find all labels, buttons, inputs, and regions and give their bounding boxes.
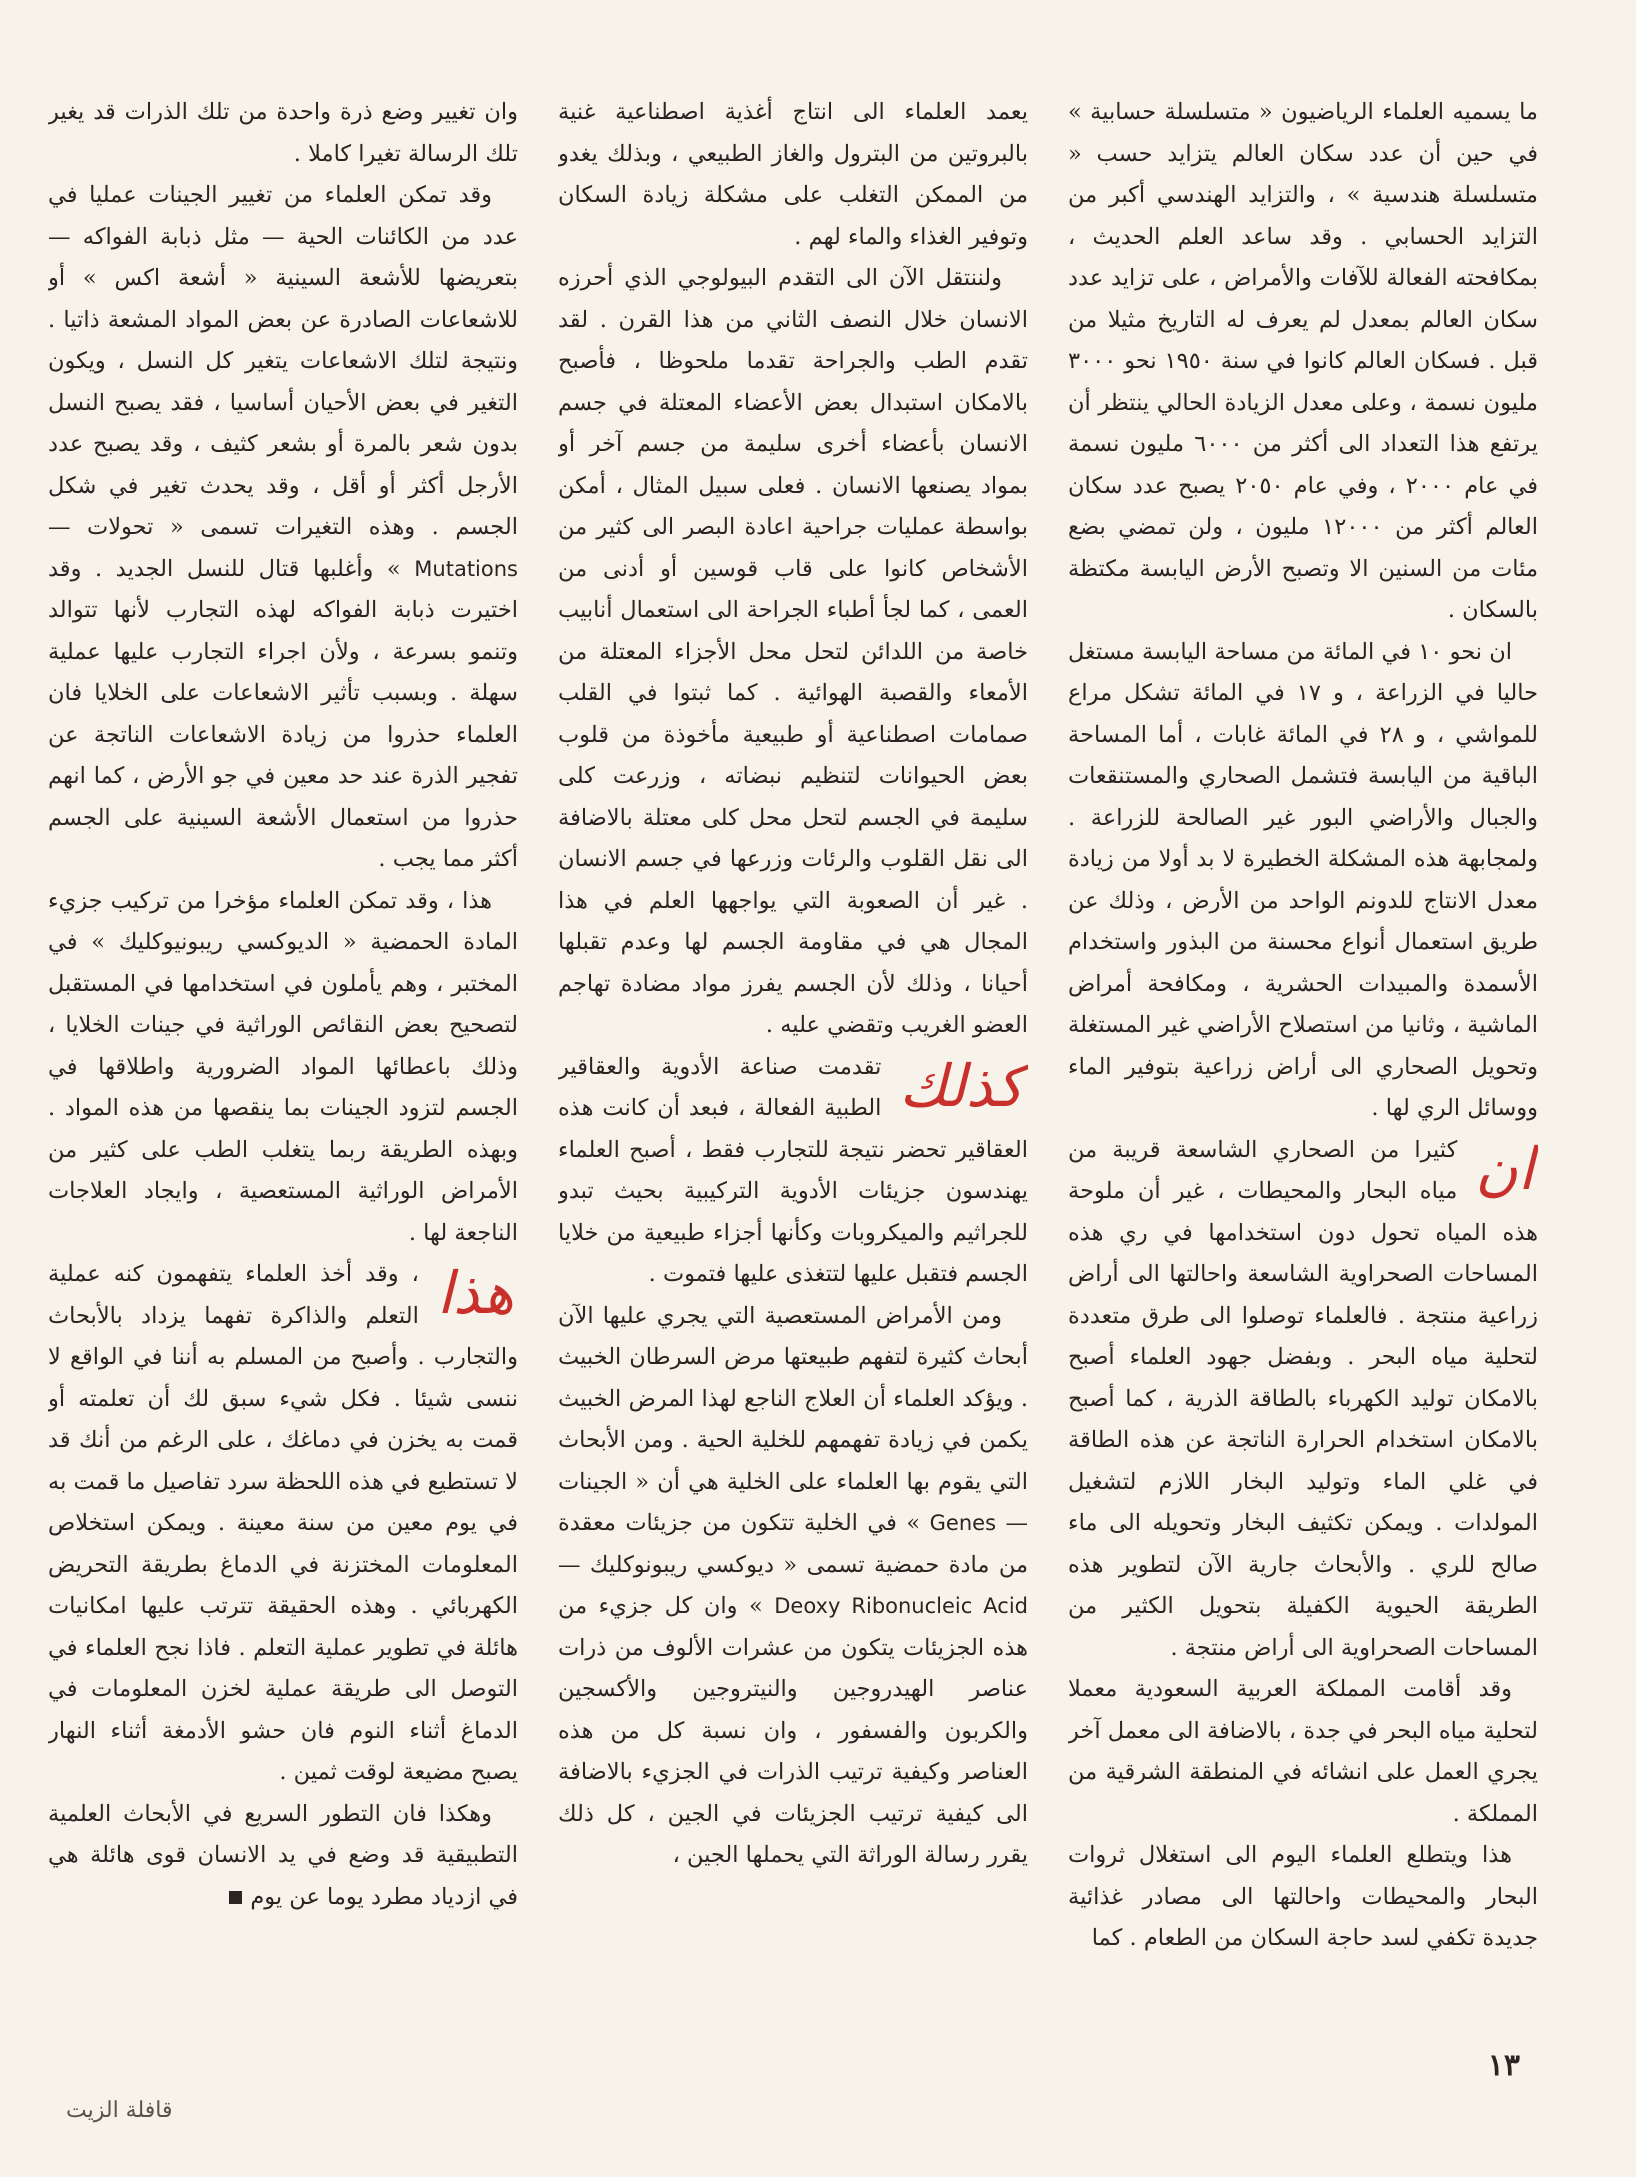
- dropcap-an: ان: [1475, 1134, 1534, 1203]
- column-left: [48, 92, 518, 2052]
- dropcap-kadhalika: كذلك: [899, 1051, 1024, 1120]
- latin-term-genes: Genes: [929, 1511, 997, 1535]
- paragraph: ولننتقل الآن الى التقدم البيولوجي الذي أحرزه الانسان خلال النصف الثاني من هذا القرن . لقد تقدم الطب والجراحة تقدما ملحوظا ، فأصبح بالامكان استبدال بعض الأعضاء المعتلة في جسم الانسان بأعضاء أخرى سليمة من جسم آخر أو بمواد يصنعها الانسان . فعلى سبيل المثال ، أمكن بواسطة عمليات جراحية اعادة البصر الى كثير من الأشخاص كانوا على قاب قوسين أو أدنى من العمى ، كما لجأ أطباء الجراحة الى استعمال أنابيب خاصة من اللدائن لتحل محل الأجزاء المعتلة من الأمعاء والقصبة الهوائية . كما ثبتوا في القلب صمامات اصطناعية أو طبيعية مأخوذة من قلوب بعض الحيوانات لتنظيم نبضاته ، وزرعت كلى سليمة في الجسم لتحل محل كلى معتلة بالاضافة الى نقل القلوب والرئات وزرعها في جسم الانسان . غير أن الصعوبة التي يواجهها العلم في هذا المجال هي في مقاومة الجسم لها وعدم تقبلها أحيانا ، وذلك لأن الجسم يفرز مواد مضادة تهاجم العضو الغريب وتقضي عليه .: [558, 265, 1028, 1038]
- article-columns: [48, 92, 1538, 2052]
- paragraph: ما يسميه العلماء الرياضيون « متسلسلة حسابية » في حين أن عدد سكان العالم يتزايد حسب « متسلسلة هندسية » ، والتزايد الهندسي أكبر من التزايد الحسابي . وقد ساعد العلم الحديث ، بمكافحته الفعالة للآفات والأمراض ، على تزايد عدد سكان العالم بمعدل لم يعرف له التاريخ مثيلا من قبل . فسكان العالم كانوا في سنة ١٩٥٠ نحو ٣٠٠٠ مليون نسمة ، وعلى معدل الزيادة الحالي ينتظر أن يرتفع هذا التعداد الى أكثر من ٦٠٠٠ مليون نسمة في عام ٢٠٠٠ ، وفي عام ٢٠٥٠ يصبح عدد سكان العالم أكثر من ١٢٠٠٠ مليون ، ولن تمضي بضع مئات من السنين الا وتصبح الأرض اليابسة مكتظة بالسكان .: [1068, 99, 1538, 623]
- paragraph: ان نحو ١٠ في المائة من مساحة اليابسة مستغل حاليا في الزراعة ، و ١٧ في المائة تشكل مراع للمواشي ، و ٢٨ في المائة غابات ، أما المساحة الباقية من اليابسة فتشمل الصحاري والمستنقعات والجبال والأراضي البور غير الصالحة للزراعة . ولمجابهة هذه المشكلة الخطيرة لا بد أولا من زيادة معدل الانتاج للدونم الواحد من الأرض ، وذلك عن طريق استعمال أنواع محسنة من البذور واستخدام الأسمدة والمبيدات الحشرية ، ومكافحة أمراض الماشية ، وثانيا من استصلاح الأراضي غير المستغلة وتحويل الصحاري الى أراض زراعية بتوفير الماء ووسائل الري لها .: [1068, 638, 1538, 1121]
- paragraph-with-dropcap: [558, 1047, 1028, 1296]
- column-right: [1068, 92, 1538, 2052]
- paragraph-with-dropcap: [48, 1254, 518, 1794]
- paragraph-text: كثيرا من الصحاري الشاسعة قريبة من مياه البحار والمحيطات ، غير أن ملوحة هذه المياه تحول دون استخدامها في ري هذه المساحات الصحراوية الشاسعة واحالتها الى أراض زراعية منتجة . فالعلماء توصلوا الى طرق متعددة لتحلية مياه البحر . وبفضل جهود العلماء أصبح بالامكان توليد الكهرباء بالطاقة الذرية ، كما أصبح بالامكان استخدام الحرارة الناتجة عن هذه الطاقة في غلي الماء وتوليد البخار اللازم لتشغيل المولدات . ويمكن تكثيف البخار وتحويله الى ماء صالح للري . والأبحاث جارية الآن لتطوير هذه الطريقة الحيوية الكفيلة بتحويل الكثير من المساحات الصحراوية الى أراض منتجة .: [1068, 1136, 1538, 1661]
- paragraph: وقد أقامت المملكة العربية السعودية معملا لتحلية مياه البحر في جدة ، بالاضافة الى معمل آخر يجري العمل على انشائه في المنطقة الشرقية من المملكة .: [1068, 1676, 1538, 1827]
- paragraph-text: ، وقد أخذ العلماء يتفهمون كنه عملية التعلم والذاكرة تفهما يزداد بالأبحاث والتجارب . وأصبح من المسلم به أننا في الواقع لا ننسى شيئا . فكل شيء سبق لك أن تعلمته أو قمت به يخزن في دماغك ، على الرغم من أنك قد لا تستطيع في هذه اللحظة سرد تفاصيل ما قمت به في يوم معين من سنة معينة . ويمكن استخلاص المعلومات المختزنة في الدماغ بطريقة التحريض الكهربائي . وهذه الحقيقة تترتب عليها امكانيات هائلة في تطوير عملية التعلم . فاذا نجح العلماء في التوصل الى طريقة عملية لخزن المعلومات في الدماغ أثناء النوم فان حشو الأدمغة أثناء النهار يصبح مضيعة لوقت ثمين .: [48, 1261, 518, 1785]
- paragraph-text: ومن الأمراض المستعصية التي يجري عليها الآن أبحاث كثيرة لتفهم طبيعتها مرض السرطان الخبيث . ويؤكد العلماء أن العلاج الناجع لهذا المرض الخبيث يكمن في زيادة تفهمهم للخلية الحية . ومن الأبحاث التي يقوم بها العلماء على الخلية هي أن « الجينات —: [558, 1302, 1028, 1536]
- page-number: ١٣: [1487, 2048, 1520, 2083]
- paragraph-text: وهكذا فان التطور السريع في الأبحاث العلمية التطبيقية قد وضع في يد الانسان قوى هائلة هي في ازدياد مطرد يوما عن يوم: [48, 1800, 518, 1910]
- paragraph-with-dropcap: [1068, 1130, 1538, 1670]
- paragraph-text: تقدمت صناعة الأدوية والعقاقير الطبية الفعالة ، فبعد أن كانت هذه العقاقير تحضر نتيجة للتجارب فقط ، أصبح العلماء يهندسون جزيئات الأدوية التركيبية بحيث تبدو للجراثيم والميكروبات وكأنها أجزاء طبيعية من خلايا الجسم فتقبل عليها لتتغذى عليها فتموت .: [558, 1053, 1028, 1287]
- paragraph: هذا ، وقد تمكن العلماء مؤخرا من تركيب جزيء المادة الحمضية « الديوكسي ريبونيوكليك » في المختبر ، وهم يأملون في استخدامها في المستقبل لتصحيح بعض النقائص الوراثية في جينات الخلايا ، وذلك باعطائها المواد الضرورية واطلاقها في الجسم لتزود الجينات بما ينقصها من هذه المواد . وبهذه الطريقة ربما يتغلب الطب على كثير من الأمراض الوراثية المستعصية ، وايجاد العلاجات الناجعة لها .: [48, 887, 518, 1246]
- paragraph: [48, 1794, 518, 1919]
- end-of-article-mark: [229, 1891, 242, 1904]
- paragraph: هذا ويتطلع العلماء اليوم الى استغلال ثروات البحار والمحيطات واحالتها الى مصادر غذائية جديدة تكفي لسد حاجة السكان من الطعام . كما: [1068, 1842, 1538, 1951]
- magazine-name-footer: قافلة الزيت: [66, 2098, 173, 2123]
- paragraph-text: وقد تمكن العلماء من تغيير الجينات عمليا في عدد من الكائنات الحية — مثل ذبابة الفواكه — بتعريضها للأشعة السينية « أشعة اكس » أو للاشعاعات الصادرة عن بعض المواد المشعة ذاتيا . ونتيجة لتلك الاشعاعات يتغير كل النسل ، ويكون التغير في بعض الأحيان أساسيا ، فقد يصبح النسل بدون شعر بالمرة أو بشعر كثيف ، وقد يصبح عدد الأرجل أكثر أو أقل ، وقد يحدث تغير في شكل الجسم . وهذه التغيرات تسمى « تحولات —: [48, 182, 518, 540]
- paragraph-text: » وان كل جزيء من هذه الجزيئات يتكون من عشرات الألوف من ذرات عناصر الهيدروجين والنيتروجين والأكسجين والكربون والفسفور ، وان نسبة كل من هذه العناصر وكيفية ترتيب الذرات في الجزيء بالاضافة الى كيفية ترتيب الجزيئات في الجين ، كل ذلك يقرر رسالة الوراثة التي يحملها الجين ،: [558, 1593, 1028, 1868]
- paragraph: [558, 1296, 1028, 1877]
- paragraph-text: » وأغلبها قتال للنسل الجديد . وقد اختيرت ذبابة الفواكه لهذه التجارب لأنها تتوالد وتنمو بسرعة ، ولأن اجراء التجارب عليها عملية سهلة . وبسبب تأثير الاشعاعات على الخلايا فان العلماء حذروا من زيادة الاشعاعات الناتجة عن تفجير الذرة عند حد معين في جو الأرض ، كما انهم حذروا من استعمال الأشعة السينية على الجسم أكثر مما يجب .: [48, 555, 518, 872]
- dropcap-hadha: هذا: [436, 1259, 514, 1327]
- latin-term-deoxy: Deoxy Ribonucleic Acid: [774, 1594, 1028, 1618]
- paragraph-text: » في الخلية تتكون من جزيئات معقدة من مادة حمضية تسمى « ديوكسي ريبونوكليك —: [558, 1510, 1028, 1578]
- paragraph: يعمد العلماء الى انتاج أغذية اصطناعية غنية بالبروتين من البترول والغاز الطبيعي ، وبذلك يغدو من الممكن التغلب على مشكلة زيادة السكان وتوفير الغذاء والماء لهم .: [558, 99, 1028, 250]
- paragraph: [48, 175, 518, 881]
- latin-term-mutations: Mutations: [414, 556, 518, 581]
- paragraph: وان تغيير وضع ذرة واحدة من تلك الذرات قد يغير تلك الرسالة تغيرا كاملا .: [48, 99, 518, 167]
- column-middle: [558, 92, 1028, 2052]
